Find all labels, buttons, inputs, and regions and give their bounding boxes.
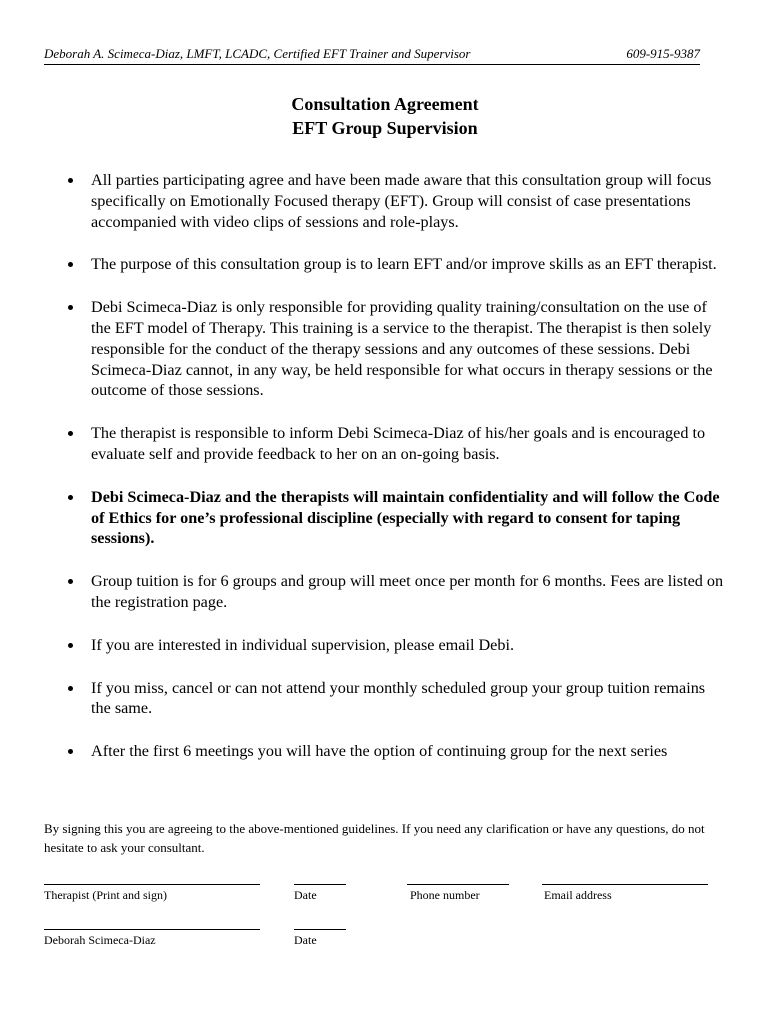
- bullet-icon: [68, 495, 73, 500]
- document-subtitle: EFT Group Supervision: [292, 118, 478, 138]
- term-text: All parties participating agree and have been made aware that this consultation group will focus specifically on Emotionally Focused therapy (EFT). Group will consist of case presentations accompanied with video clips of sessions and role-plays.: [91, 171, 712, 231]
- phone-number-label: Phone number: [410, 888, 480, 902]
- bullet-icon: [68, 431, 73, 436]
- term-item-6: [62, 571, 726, 613]
- term-text: If you are interested in individual supervision, please email Debi.: [91, 635, 515, 654]
- term-text: Group tuition is for 6 groups and group will meet once per month for 6 months. Fees are listed on the registration page.: [91, 572, 724, 611]
- consultant-date-label: Date: [294, 933, 317, 947]
- term-text: Debi Scimeca-Diaz is only responsible for providing quality training/consultation on the use of the EFT model of Therapy. This training is a service to the therapist. The therapist is then solely responsible for the conduct of the therapy sessions and any outcomes of these sessions. Debi Scimeca-Diaz cannot, in any way, be held responsible for what occurs in therapy sessions or the outcome of those sessions.: [91, 298, 713, 400]
- term-item-4: [62, 423, 726, 465]
- term-item-2: [62, 254, 726, 275]
- therapist-signature-label: Therapist (Print and sign): [44, 888, 167, 902]
- therapist-date-line[interactable]: [294, 884, 346, 885]
- header-phone: 609-915-9387: [626, 46, 700, 61]
- term-item-5: [62, 487, 726, 549]
- bullet-icon: [68, 262, 73, 267]
- term-text: If you miss, cancel or can not attend your monthly scheduled group your group tuition remains the same.: [91, 678, 706, 718]
- term-text: Debi Scimeca-Diaz and the therapists will maintain confidentiality and will follow the Code of Ethics for one’s professional discipline (especially with regard to consent for taping sessions).: [91, 487, 720, 548]
- term-text: The purpose of this consultation group is to learn EFT and/or improve skills as an EFT therapist.: [91, 255, 717, 274]
- email-address-label: Email address: [544, 888, 612, 902]
- bullet-icon: [68, 686, 73, 691]
- term-item-9: [62, 741, 726, 762]
- consultant-date-line[interactable]: [294, 929, 346, 930]
- consultant-signature-label: Deborah Scimeca-Diaz: [44, 933, 156, 947]
- document-title: Consultation Agreement: [291, 94, 479, 114]
- bullet-icon: [68, 305, 73, 310]
- term-item-7: [62, 635, 726, 656]
- closing-statement: By signing this you are agreeing to the above-mentioned guidelines. If you need any clarification or have any questions, do not hesitate to ask your consultant.: [44, 821, 705, 855]
- bullet-icon: [68, 643, 73, 648]
- term-text: After the first 6 meetings you will have the option of continuing group for the next series: [91, 742, 668, 761]
- email-address-line[interactable]: [542, 884, 708, 885]
- bullet-icon: [68, 749, 73, 754]
- bullet-icon: [68, 178, 73, 183]
- agreement-terms-list: [62, 170, 726, 784]
- term-item-1: [62, 170, 726, 232]
- term-text: The therapist is responsible to inform Debi Scimeca-Diaz of his/her goals and is encouraged to evaluate self and provide feedback to her on an on-going basis.: [91, 424, 706, 463]
- therapist-date-label: Date: [294, 888, 317, 902]
- consultant-signature-line[interactable]: [44, 929, 260, 930]
- header-author: Deborah A. Scimeca-Diaz, LMFT, LCADC, Certified EFT Trainer and Supervisor: [44, 46, 471, 61]
- term-item-3: [62, 297, 726, 401]
- page-header: [44, 46, 700, 65]
- term-item-8: [62, 678, 726, 720]
- therapist-signature-line[interactable]: [44, 884, 260, 885]
- bullet-icon: [68, 579, 73, 584]
- phone-number-line[interactable]: [407, 884, 509, 885]
